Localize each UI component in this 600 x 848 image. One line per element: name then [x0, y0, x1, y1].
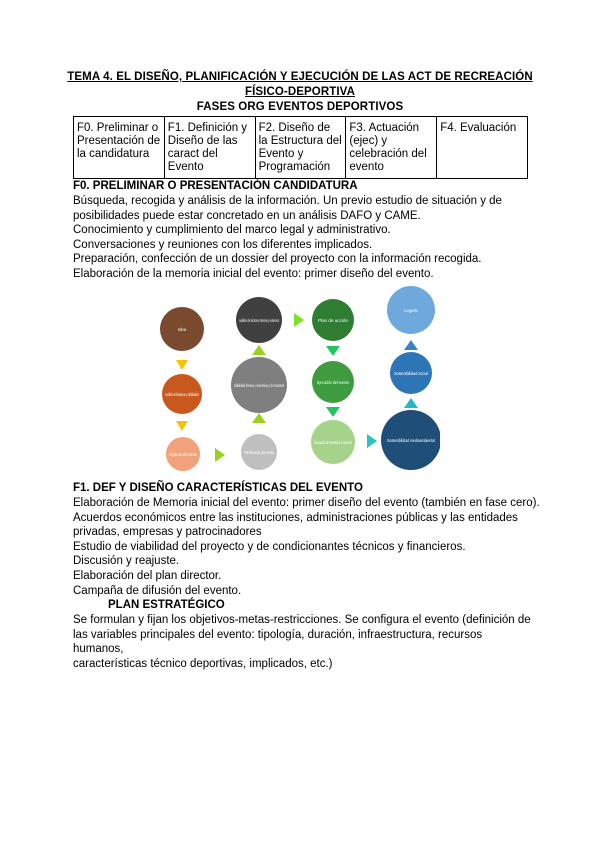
arrow-down-icon	[326, 346, 340, 356]
page-title-line2: FÍSICO-DEPORTIVA	[244, 86, 355, 98]
arrow-down-icon	[176, 421, 188, 431]
text-line: Elaboración de Memoria inicial del evento: primer diseño del evento (también en fase cero).	[73, 497, 540, 509]
phase-cell-f3: F3. Actuación (ejec) y celebración del evento	[346, 117, 437, 179]
svg-text:Sostenibilidad medioambiental: Sostenibilidad medioambiental	[387, 438, 436, 443]
section-f0-body	[73, 194, 533, 282]
svg-text:Planificación del evento: Planificación del evento	[244, 450, 275, 455]
text-line: Discusión y reajuste.	[73, 555, 180, 568]
diagram-node-evaluacion	[311, 420, 355, 464]
text-line: Elaboración de la memoria inicial del evento: primer diseño del evento.	[73, 267, 434, 280]
arrow-up-icon	[252, 345, 266, 355]
process-diagram	[150, 282, 440, 472]
arrow-right-icon	[215, 448, 225, 462]
plan-estrategico-body	[73, 613, 533, 671]
arrow-up-icon	[404, 340, 418, 350]
diagram-node-idea	[160, 307, 204, 351]
svg-text:Viabilidad técnica, económica: Viabilidad técnica, económica y de recursos	[234, 383, 284, 388]
text-line: Estudio de viabilidad del proyecto y de condicionantes técnicos y financieros.	[73, 540, 466, 553]
svg-text:Análisis de fortalezas y debil: Análisis de fortalezas y debilidades	[165, 392, 199, 397]
diagram-node-legado	[387, 286, 435, 334]
page-subtitle: FASES ORG EVENTOS DEPORTIVOS	[196, 101, 404, 113]
svg-text:Ejecución del evento: Ejecución del evento	[317, 380, 350, 385]
plan-estrategico-heading: PLAN ESTRATÉGICO	[108, 599, 225, 611]
svg-text:Plan de acción: Plan de acción	[318, 318, 349, 323]
diagram-node-plan-accion	[312, 299, 354, 341]
section-f1-body	[73, 496, 540, 598]
text-line: características técnico deportivas, implicados, etc.)	[73, 657, 333, 670]
diagram-node-ejecucion	[312, 361, 354, 403]
text-line: Búsqueda, recogida y análisis de la información. Un previo estudio de situación y de	[73, 195, 502, 207]
text-line: posibilidades puede estar concretado en un análisis DAFO y CAME.	[73, 209, 421, 222]
phase-cell-f0: F0. Preliminar o Presentación de la candidatura	[74, 117, 165, 179]
svg-text:Análisis de factores internos: Análisis de factores internos y externos	[239, 318, 279, 323]
arrow-down-icon	[176, 360, 188, 370]
text-line: Conocimiento y cumplimiento del marco legal y administrativo.	[73, 224, 391, 237]
diagram-node-objetivos	[166, 437, 200, 471]
svg-text:Sostenibilidad social: Sostenibilidad social	[394, 371, 429, 376]
arrow-up-icon	[404, 398, 418, 408]
svg-text:Legado: Legado	[404, 308, 418, 313]
diagram-node-sost-medioambiental	[381, 410, 440, 470]
phase-cell-f2: F2. Diseño de la Estructura del Evento y Programación	[255, 117, 346, 179]
arrow-right-icon	[367, 434, 377, 448]
text-line: Elaboración del plan director.	[73, 569, 222, 582]
phases-table	[73, 116, 528, 179]
section-f1-heading: F1. DEF Y DISEÑO CARACTERÍSTICAS DEL EVENTO	[73, 482, 363, 494]
text-line: privadas, empresas y patrocinadores	[73, 526, 262, 539]
arrow-right-icon	[294, 313, 304, 327]
arrow-down-icon	[326, 407, 340, 417]
svg-text:Objetivos del evento: Objetivos del evento	[169, 452, 198, 457]
arrow-up-icon	[252, 413, 266, 423]
text-line: Se formulan y fijan los objetivos-metas-restricciones. Se configura el evento (definición de	[73, 614, 531, 626]
text-line: Conversaciones y reuniones con los diferentes implicados.	[73, 238, 373, 251]
text-line: Preparación, confección de un dossier del proyecto con la información recogida.	[73, 253, 482, 266]
diagram-node-analisis	[162, 374, 202, 414]
text-line: las variables principales del evento: tipología, duración, infraestructura, recursos humanos,	[73, 628, 483, 656]
table-row	[74, 117, 528, 179]
section-f0-heading: F0. PRELIMINAR O PRESENTACIÓN CANDIDATURA	[73, 180, 358, 192]
diagram-node-sost-social	[390, 352, 432, 394]
svg-text:Idea: Idea	[177, 327, 187, 332]
svg-text:Evaluación de resultados e imp: Evaluación de resultados e impactos	[314, 440, 352, 445]
text-line: Campaña de difusión del evento.	[73, 584, 242, 597]
diagram-node-viabilidad	[231, 357, 287, 413]
phase-cell-f4: F4. Evaluación	[437, 117, 528, 179]
diagram-node-planificacion	[241, 434, 277, 470]
text-line: Acuerdos económicos entre las instituciones, administraciones públicas y las entidades	[73, 511, 518, 524]
diagram-node-factores	[236, 297, 282, 343]
page-title: TEMA 4. EL DISEÑO, PLANIFICACIÓN Y EJECUCIÓN DE LAS ACT DE RECREACIÓN	[67, 71, 533, 83]
phase-cell-f1: F1. Definición y Diseño de las caract del Evento	[164, 117, 255, 179]
